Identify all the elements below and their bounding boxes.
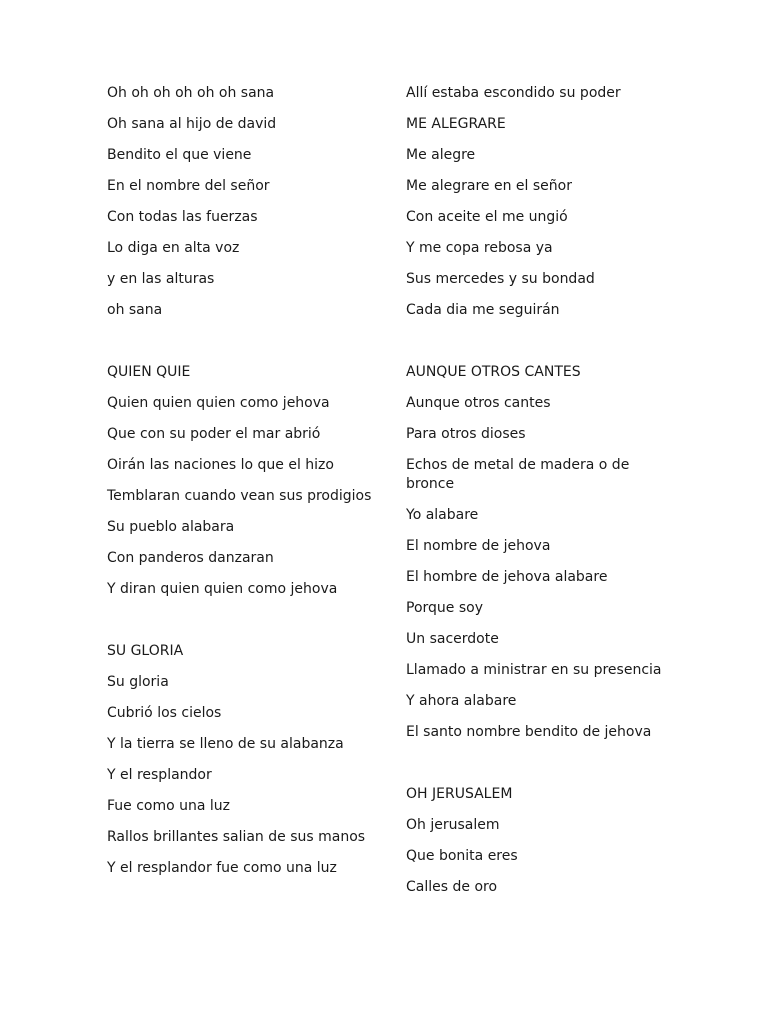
lyric-line: Me alegrare en el señor (406, 178, 572, 194)
lyric-line: Y el resplandor fue como una luz (107, 860, 337, 876)
lyric-line: Yo alabare (406, 507, 479, 523)
right-column (406, 84, 666, 909)
lyric-line: Aunque otros cantes (406, 395, 551, 411)
lyric-line: Temblaran cuando vean sus prodigios (107, 488, 372, 504)
lyric-line: Y el resplandor (107, 767, 212, 783)
song-title: AUNQUE OTROS CANTES (406, 364, 581, 380)
lyric-line: Oirán las naciones lo que el hizo (107, 457, 334, 473)
song-title: QUIEN QUIE (107, 364, 191, 380)
lyric-line: Un sacerdote (406, 631, 499, 647)
lyric-line: y en las alturas (107, 271, 215, 287)
lyric-line: Porque soy (406, 600, 483, 616)
lyric-line: Y ahora alabare (406, 693, 517, 709)
lyric-line: Oh oh oh oh oh oh sana (107, 85, 275, 101)
lyric-line: Sus mercedes y su bondad (406, 271, 595, 287)
lyric-line: Y la tierra se lleno de su alabanza (107, 736, 344, 752)
lyric-line: El santo nombre bendito de jehova (406, 724, 652, 740)
lyric-line: Su pueblo alabara (107, 519, 235, 535)
song-title: ME ALEGRARE (406, 116, 506, 132)
lyric-line: Lo diga en alta voz (107, 240, 240, 256)
lyric-line: Echos de metal de madera o de bronce (406, 457, 630, 492)
lyric-line: oh sana (107, 302, 163, 318)
lyric-line: Cubrió los cielos (107, 705, 222, 721)
song-title: OH JERUSALEM (406, 786, 513, 802)
lyric-line: Que con su poder el mar abrió (107, 426, 321, 442)
lyric-line: Fue como una luz (107, 798, 231, 814)
lyric-line: Rallos brillantes salian de sus manos (107, 829, 366, 845)
lyric-line: Y diran quien quien como jehova (107, 581, 338, 597)
blank-line (406, 754, 666, 773)
lyric-line: Cada dia me seguirán (406, 302, 560, 318)
lyric-line: Que bonita eres (406, 848, 518, 864)
song-title: SU GLORIA (107, 643, 184, 659)
lyric-line: El nombre de jehova (406, 538, 551, 554)
lyric-line: Bendito el que viene (107, 147, 252, 163)
blank-line (406, 332, 666, 351)
lyric-line: Allí estaba escondido su poder (406, 85, 621, 101)
lyric-line: Calles de oro (406, 879, 498, 895)
lyric-line: Su gloria (107, 674, 169, 690)
lyric-line: Llamado a ministrar en su presencia (406, 662, 662, 678)
lyric-line: Me alegre (406, 147, 476, 163)
lyric-line: En el nombre del señor (107, 178, 270, 194)
lyric-line: Oh sana al hijo de david (107, 116, 277, 132)
lyric-line: Y me copa rebosa ya (406, 240, 553, 256)
left-column (107, 84, 377, 890)
lyric-line: Con panderos danzaran (107, 550, 274, 566)
blank-line (107, 611, 377, 630)
lyric-line: Para otros dioses (406, 426, 526, 442)
lyric-line: Con todas las fuerzas (107, 209, 258, 225)
lyric-line: Con aceite el me ungió (406, 209, 568, 225)
blank-line (107, 332, 377, 351)
lyric-line: Oh jerusalem (406, 817, 500, 833)
lyric-line: El hombre de jehova alabare (406, 569, 608, 585)
lyric-line: Quien quien quien como jehova (107, 395, 330, 411)
